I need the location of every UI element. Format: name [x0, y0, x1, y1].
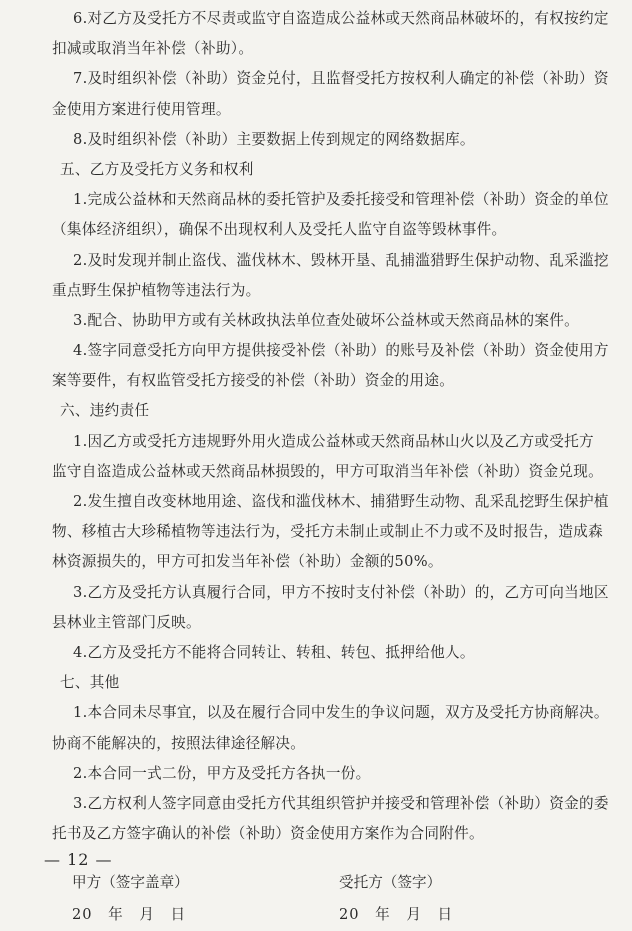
paragraph-line: 1.完成公益林和天然商品林的委托管护及委托接受和管理补偿（补助）资金的单位: [73, 191, 609, 209]
paragraph-line: 物、移植古大珍稀植物等违法行为，受托方未制止或制止不力或不及时报告，造成森: [52, 523, 604, 541]
paragraph-line: 案等要件，有权监管受托方接受的补偿（补助）资金的用途。: [52, 372, 455, 390]
paragraph-line: 4.乙方及受托方不能将合同转让、转租、转包、抵押给他人。: [73, 643, 475, 661]
party-a-date: 20 年 月 日: [72, 906, 187, 924]
trustee-date: 20 年 月 日: [339, 906, 454, 924]
paragraph-line: 县林业主管部门反映。: [52, 613, 201, 631]
contract-body: [52, 4, 609, 849]
paragraph-line: 3.乙方权利人签字同意由受托方代其组织管护并接受和管理补偿（补助）资金的委: [73, 794, 609, 812]
trustee-signature-label: 受托方（签字）: [339, 874, 442, 892]
paragraph-line: 1.本合同未尽事宜，以及在履行合同中发生的争议问题，双方及受托方协商解决。: [73, 704, 609, 722]
paragraph-line: 托书及乙方签字确认的补偿（补助）资金使用方案作为合同附件。: [52, 825, 484, 843]
page-number: — 12 —: [44, 850, 113, 869]
paragraph-line: 3.乙方及受托方认真履行合同，甲方不按时支付补偿（补助）的，乙方可向当地区: [73, 583, 609, 601]
paragraph-line: 监守自盗造成公益林或天然商品林损毁的，甲方可取消当年补偿（补助）资金兑现。: [52, 462, 604, 480]
signature-labels-row: [52, 867, 592, 899]
paragraph-line: 1.因乙方或受托方违规野外用火造成公益林或天然商品林山火以及乙方或受托方: [73, 432, 594, 450]
paragraph-line: 扣减或取消当年补偿（补助）。: [52, 40, 254, 58]
party-a-signature-label: 甲方（签字盖章）: [72, 874, 189, 892]
paragraph-line: 3.配合、协助甲方或有关林政执法单位查处破坏公益林或天然商品林的案件。: [73, 311, 580, 329]
paragraph-line: 2.及时发现并制止盗伐、滥伐林木、毁林开垦、乱捕滥猎野生保护动物、乱采滥挖: [73, 251, 609, 269]
paragraph-line: 林资源损失的，甲方可扣发当年补偿（补助）金额的50%。: [52, 553, 443, 571]
paragraph-line: 4.签字同意受托方向甲方提供接受补偿（补助）的账号及补偿（补助）资金使用方: [73, 342, 609, 360]
section-heading: 六、违约责任: [60, 402, 150, 420]
signature-dates-row: [52, 899, 592, 931]
spacer: [52, 849, 592, 867]
paragraph-line: （集体经济组织），确保不出现权利人及受托人监守自盗等毁林事件。: [52, 221, 507, 239]
paragraph-line: 7.及时组织补偿（补助）资金兑付，且监督受托方按权利人确定的补偿（补助）资: [73, 70, 609, 88]
section-heading: 五、乙方及受托方义务和权利: [60, 160, 254, 178]
paragraph-line: 重点野生保护植物等违法行为。: [52, 281, 261, 299]
paragraph-line: 2.本合同一式二份，甲方及受托方各执一份。: [73, 764, 371, 782]
paragraph-line: 金使用方案进行使用管理。: [52, 100, 231, 118]
paragraph-line: 协商不能解决的，按照法律途径解决。: [52, 734, 306, 752]
paragraph-line: 8.及时组织补偿（补助）主要数据上传到规定的网络数据库。: [73, 130, 475, 148]
section-heading: 七、其他: [60, 674, 120, 692]
paragraph-line: 6.对乙方及受托方不尽责或监守自盗造成公益林或天然商品林破坏的，有权按约定: [73, 10, 609, 27]
paragraph-line: 2.发生擅自改变林地用途、盗伐和滥伐林木、捕猎野生动物、乱采乱挖野生保护植: [73, 493, 609, 510]
